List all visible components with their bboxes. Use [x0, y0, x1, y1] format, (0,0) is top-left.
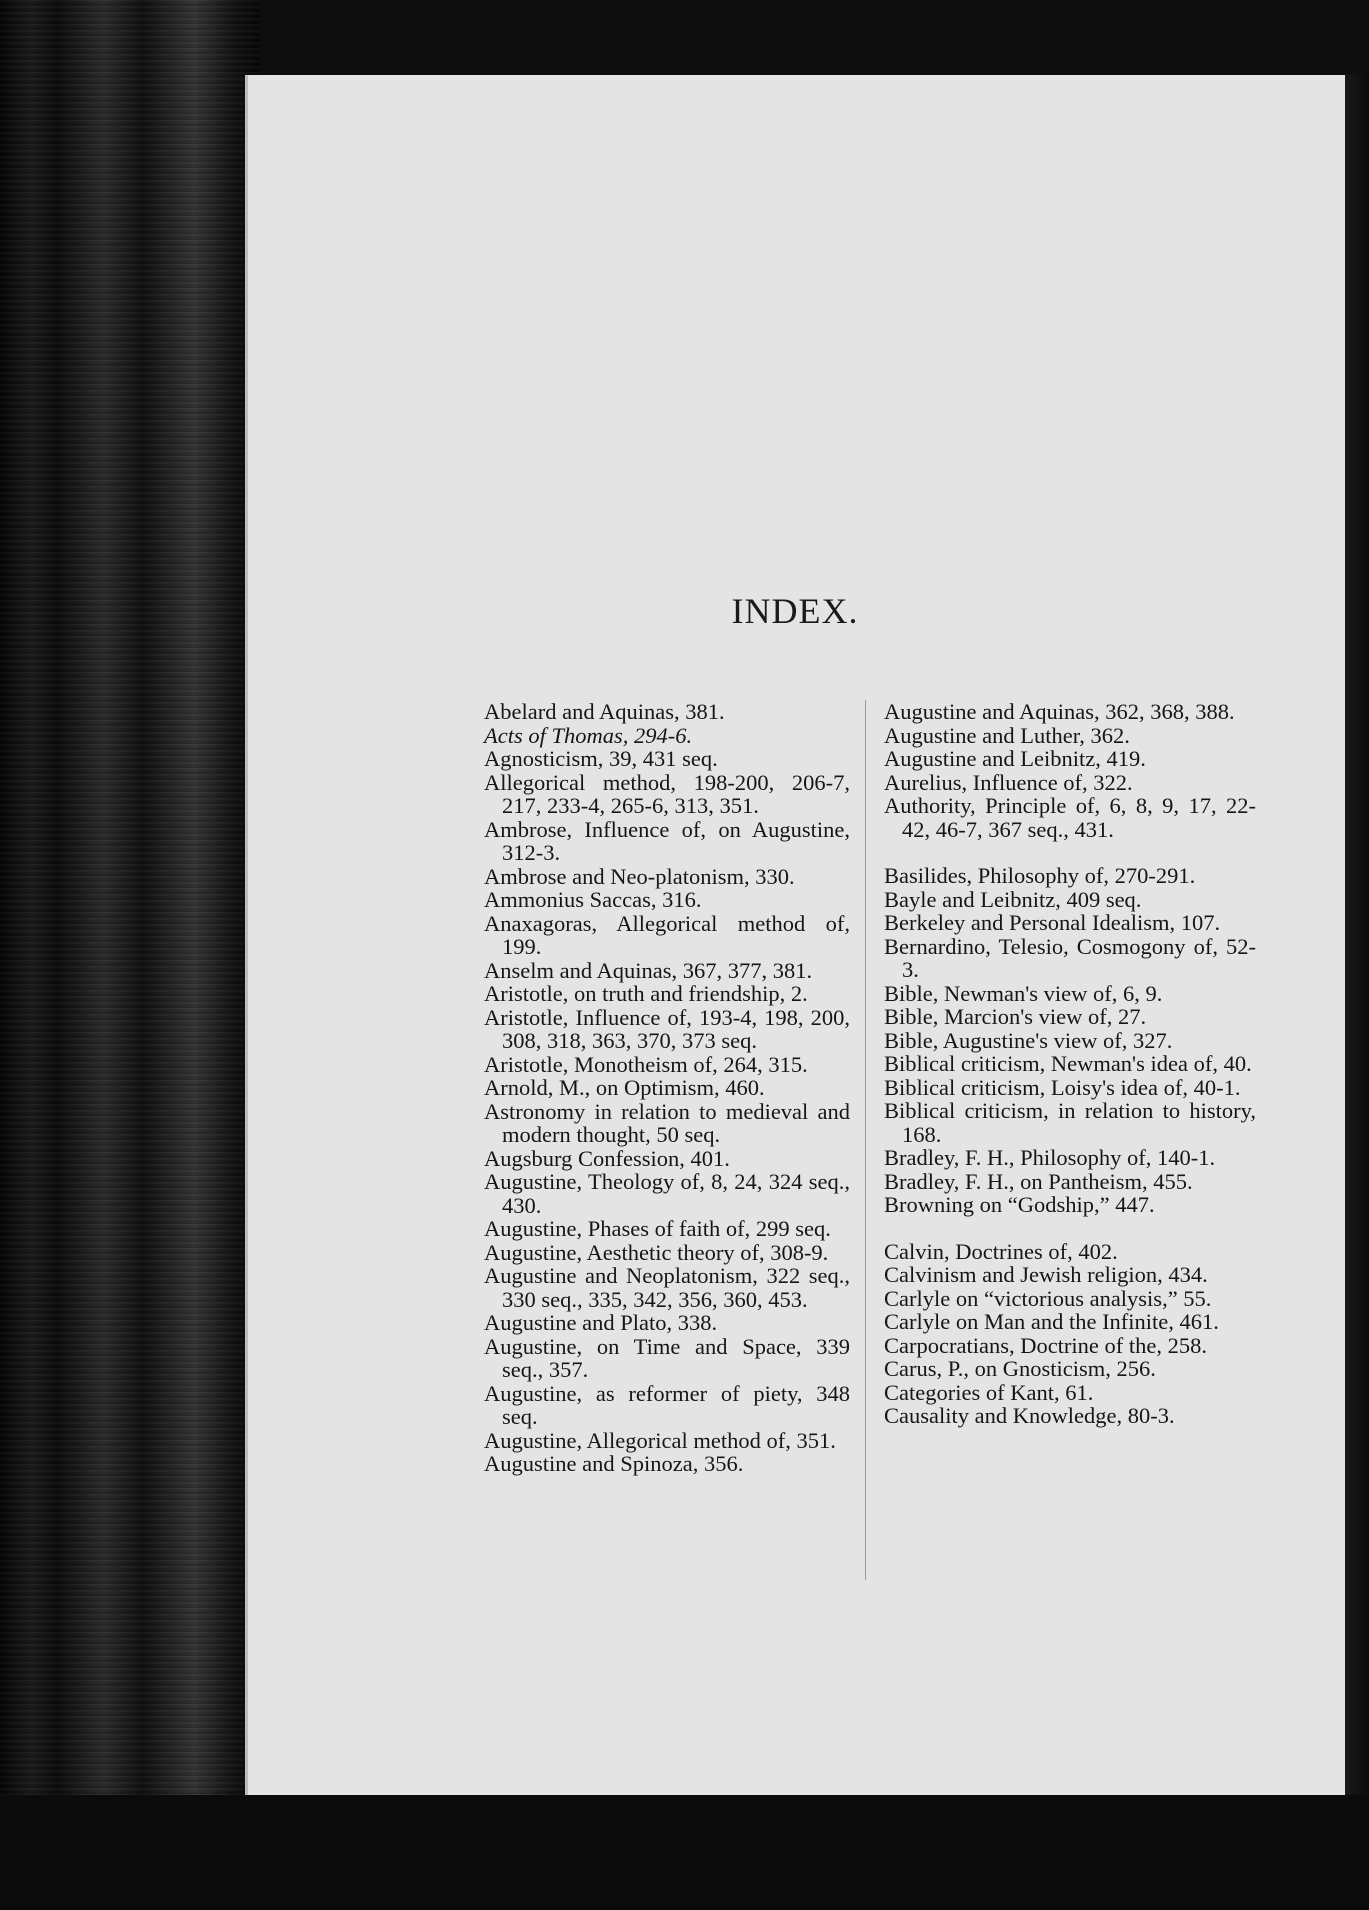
page-edge-right	[1345, 75, 1369, 1795]
index-entry: Aurelius, Influence of, 322.	[884, 769, 1133, 795]
index-entry: Carus, P., on Gnosticism, 256.	[884, 1356, 1156, 1381]
index-entry: Augustine and Plato, 338.	[484, 1310, 718, 1335]
index-entry: Bernardino, Telesio, Cosmogony of, 52-3.	[884, 933, 1256, 982]
index-entry: Aristotle, on truth and friendship, 2.	[484, 981, 808, 1006]
index-entry: Categories of Kant, 61.	[884, 1379, 1094, 1405]
index-entry: Augustine, Theology of, 8, 24, 324 seq., 430.	[484, 1169, 850, 1218]
index-entry: Carlyle on Man and the Infinite, 461.	[884, 1309, 1219, 1334]
index-entry: Biblical criticism, Loisy's idea of, 40-1.	[884, 1074, 1241, 1100]
book-binding	[0, 0, 260, 1910]
index-entry: Carpocratians, Doctrine of the, 258.	[884, 1332, 1208, 1358]
index-entry: Augustine and Neoplatonism, 322 seq., 330 seq., 335, 342, 356, 360, 453.	[484, 1263, 850, 1312]
index-entry: Bradley, F. H., on Pantheism, 455.	[884, 1168, 1193, 1194]
index-entry: Abelard and Aquinas, 381.	[484, 699, 725, 724]
index-entry: Allegorical method, 198-200, 206-7, 217, 233-4, 265-6, 313, 351.	[484, 769, 850, 818]
index-entry: Augustine, on Time and Space, 339 seq., 357.	[484, 1333, 850, 1382]
index-entry: Augustine, Allegorical method of, 351.	[484, 1427, 836, 1453]
index-entry: Biblical criticism, in relation to history, 168.	[884, 1098, 1256, 1147]
index-entry: Augustine and Aquinas, 362, 368, 388.	[884, 699, 1235, 724]
index-entry: Augustine and Spinoza, 356.	[484, 1451, 744, 1476]
index-entry: Anselm and Aquinas, 367, 377, 381.	[484, 957, 813, 983]
index-entry: Bible, Augustine's view of, 327.	[884, 1027, 1173, 1053]
letter-group-gap	[884, 1217, 1256, 1240]
index-entry: Augustine and Leibnitz, 419.	[884, 746, 1146, 771]
index-entry: Aristotle, Monotheism of, 264, 315.	[484, 1051, 808, 1077]
index-entry: Authority, Principle of, 6, 8, 9, 17, 22-42, 46-7, 367 seq., 431.	[884, 793, 1256, 842]
index-entry: Bayle and Leibnitz, 409 seq.	[884, 886, 1142, 912]
letter-group-gap	[884, 841, 1256, 864]
index-entry: Augustine, Phases of faith of, 299 seq.	[484, 1216, 831, 1241]
index-entry: Ambrose, Influence of, on Augustine, 312-3.	[484, 816, 850, 865]
scan-bottom-band	[0, 1795, 1369, 1910]
index-entry: Basilides, Philosophy of, 270-291.	[884, 863, 1196, 888]
index-entry: Bible, Newman's view of, 6, 9.	[884, 980, 1163, 1006]
index-entry: Augustine, Aesthetic theory of, 308-9.	[484, 1239, 829, 1265]
index-entry: Ammonius Saccas, 316.	[484, 887, 702, 912]
column-divider	[865, 700, 866, 1580]
index-entry: Anaxagoras, Allegorical method of, 199.	[484, 910, 850, 959]
index-entry: Calvinism and Jewish religion, 434.	[884, 1262, 1208, 1287]
page-title: INDEX.	[731, 591, 859, 631]
index-entry: Ambrose and Neo-platonism, 330.	[484, 863, 795, 889]
index-entry: Augustine and Luther, 362.	[884, 722, 1130, 748]
index-entry: Biblical criticism, Newman's idea of, 40.	[884, 1051, 1252, 1076]
index-entry: Augsburg Confession, 401.	[484, 1145, 730, 1171]
index-entry: Acts of Thomas, 294-6.	[484, 722, 693, 748]
index-entry: Bible, Marcion's view of, 27.	[884, 1004, 1147, 1029]
index-entry: Carlyle on “victorious analysis,” 55.	[884, 1285, 1212, 1311]
index-entry: Browning on “Godship,” 447.	[884, 1192, 1155, 1217]
index-entry: Astronomy in relation to medieval and modern thought, 50 seq.	[484, 1098, 850, 1147]
index-entry: Berkeley and Personal Idealism, 107.	[884, 910, 1221, 935]
index-entry: Arnold, M., on Optimism, 460.	[484, 1075, 765, 1100]
index-entry: Agnosticism, 39, 431 seq.	[484, 746, 718, 771]
index-entry: Bradley, F. H., Philosophy of, 140-1.	[884, 1145, 1216, 1170]
index-column-left	[484, 700, 850, 1476]
index-column-right	[884, 700, 1256, 1428]
index-entry: Aristotle, Influence of, 193-4, 198, 200, 308, 318, 363, 370, 373 seq.	[484, 1004, 850, 1053]
index-entry: Calvin, Doctrines of, 402.	[884, 1238, 1118, 1264]
index-entry: Causality and Knowledge, 80-3.	[884, 1403, 1175, 1428]
index-entry: Augustine, as reformer of piety, 348 seq.	[484, 1380, 850, 1429]
